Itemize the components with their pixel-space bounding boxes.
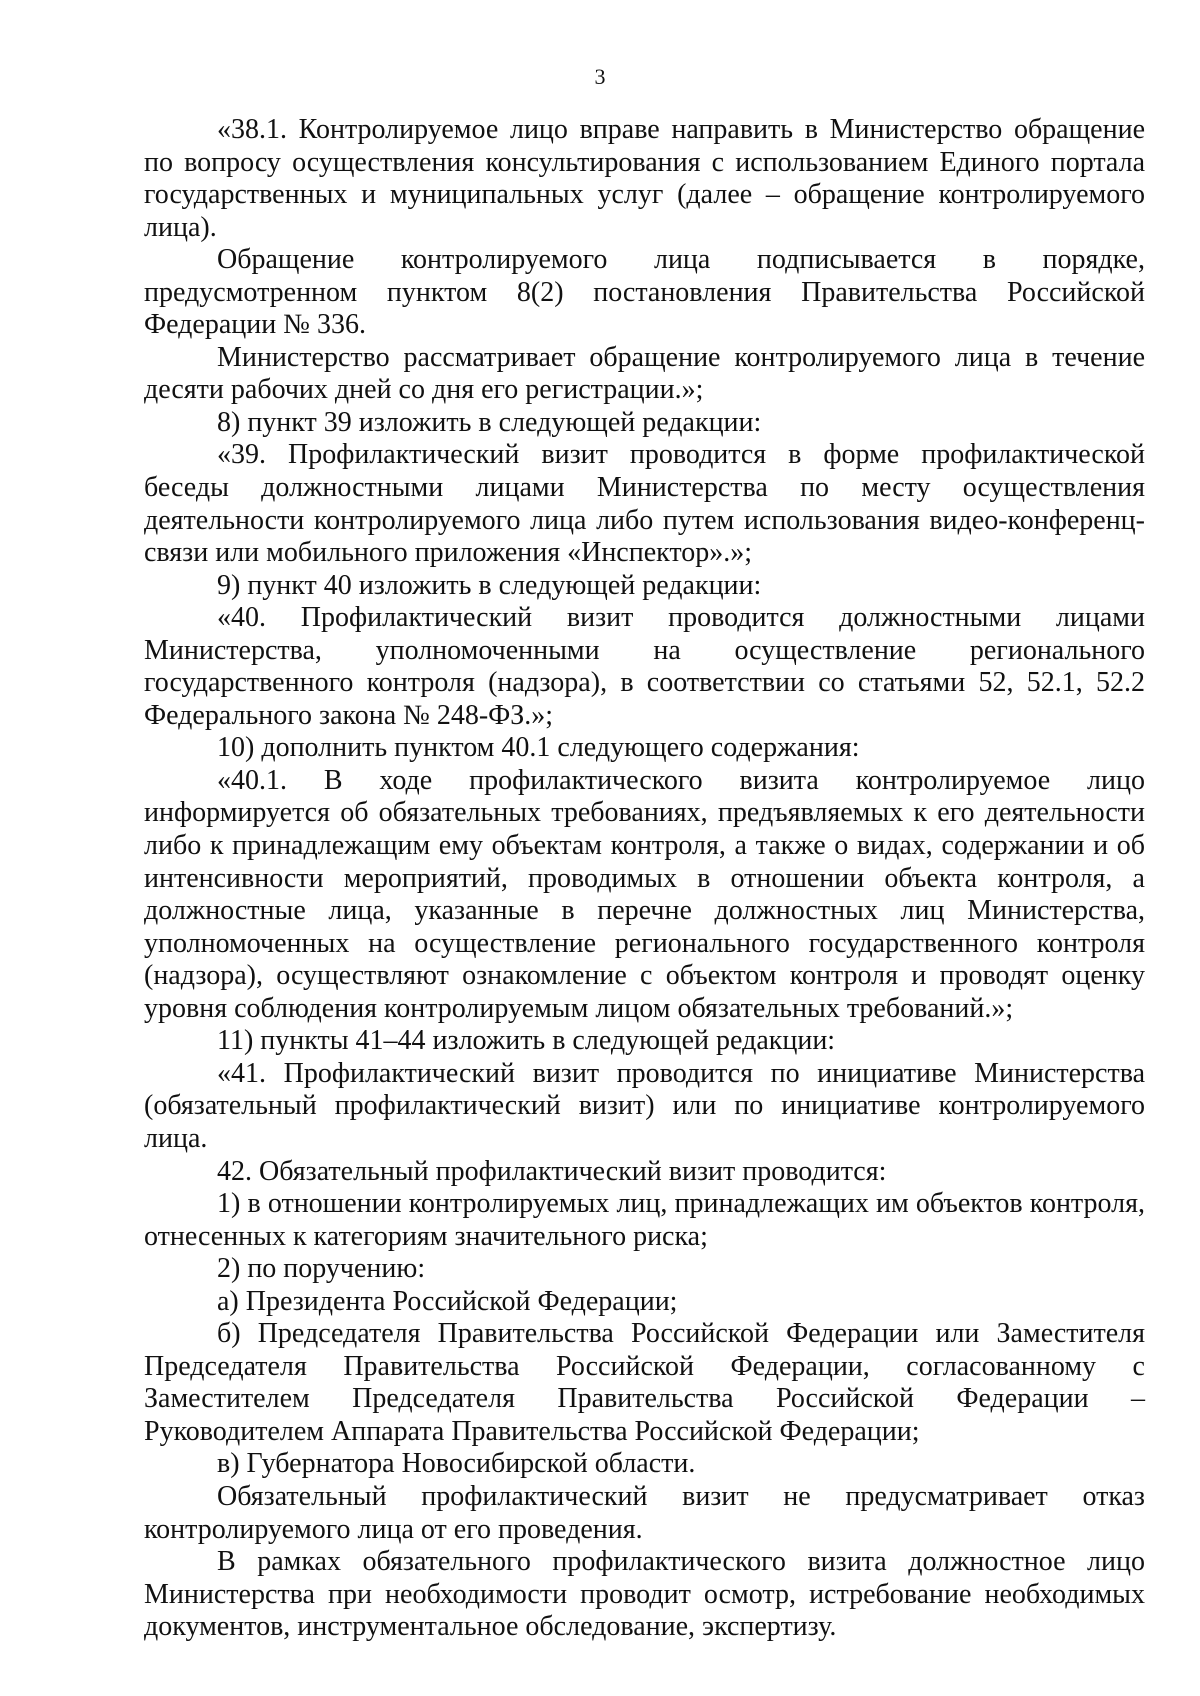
paragraph-41: «41. Профилактический визит проводится по инициативе Министерства (обязательный профилактический визит) или по инициативе контролируемого лица. [144,1057,1145,1154]
paragraph-item-8: 8) пункт 39 изложить в следующей редакции: [217,406,762,438]
paragraph-42-sub-a: а) Президента Российской Федерации; [217,1285,678,1317]
paragraph-no-refusal: Обязательный профилактический визит не предусматривает отказ контролируемого лица от его проведения. [144,1480,1145,1545]
paragraph-42-sub-v: в) Губернатора Новосибирской области. [217,1448,696,1480]
paragraph-signing: Обращение контролируемого лица подписывается в порядке, предусмотренном пунктом 8(2) постановления Правительства Российской Федерации № 336. [144,244,1145,341]
page-number: 3 [594,64,606,89]
paragraph-40-1: «40.1. В ходе профилактического визита контролируемое лицо информируется об обязательных требованиях, предъявляемых к его деятельности либо к принадлежащим ему объектам контроля, а также о видах, содержании и об интенсивности мероприятий, проводимых в отношении объекта контроля, а должностные лица, указанные в перечне должностных лиц Министерства, уполномоченных на осуществление регионального государственного контроля (надзора), осуществляют ознакомление с объектом контроля и проводят оценку уровня соблюдения контролируемым лицом обязательных требований.»; [144,764,1145,1024]
paragraph-42: 42. Обязательный профилактический визит проводится: [217,1155,887,1187]
paragraph-42-sub-b: б) Председателя Правительства Российской Федерации или Заместителя Председателя Правительства Российской Федерации, согласованному с Заместителем Председателя Правительства Российской Федерации – Руководителем Аппарата Правительства Российской Федерации; [144,1318,1145,1447]
paragraph-item-10: 10) дополнить пунктом 40.1 следующего содержания: [217,732,860,764]
paragraph-42-sub-2: 2) по поручению: [217,1253,426,1285]
paragraph-40: «40. Профилактический визит проводится должностными лицами Министерства, уполномоченными на осуществление регионального государственного контроля (надзора), в соответствии со статьями 52, 52.1, 52.2 Федерального закона № 248-ФЗ.»; [144,602,1145,731]
paragraph-item-9: 9) пункт 40 изложить в следующей редакции: [217,569,762,601]
paragraph-review-term: Министерство рассматривает обращение контролируемого лица в течение десяти рабочих дней со дня его регистрации.»; [144,341,1145,406]
paragraph-item-11: 11) пункты 41–44 изложить в следующей редакции: [217,1025,836,1057]
document-body [144,114,1145,1644]
paragraph-39: «39. Профилактический визит проводится в форме профилактической беседы должностными лицами Министерства по месту осуществления деятельности контролируемого лица либо путем использования видео-конференц-связи или мобильного приложения «Инспектор».»; [144,439,1145,569]
paragraph-38-1: «38.1. Контролируемое лицо вправе направить в Министерство обращение по вопросу осуществления консультирования с использованием Единого портала государственных и муниципальных услуг (далее – обращение контролируемого лица). [144,114,1145,243]
paragraph-inspection-actions: В рамках обязательного профилактического визита должностное лицо Министерства при необходимости проводит осмотр, истребование необходимых документов, инструментальное обследование, экспертизу. [144,1546,1145,1643]
paragraph-42-sub-1: 1) в отношении контролируемых лиц, принадлежащих им объектов контроля, отнесенных к категориям значительного риска; [144,1188,1145,1252]
